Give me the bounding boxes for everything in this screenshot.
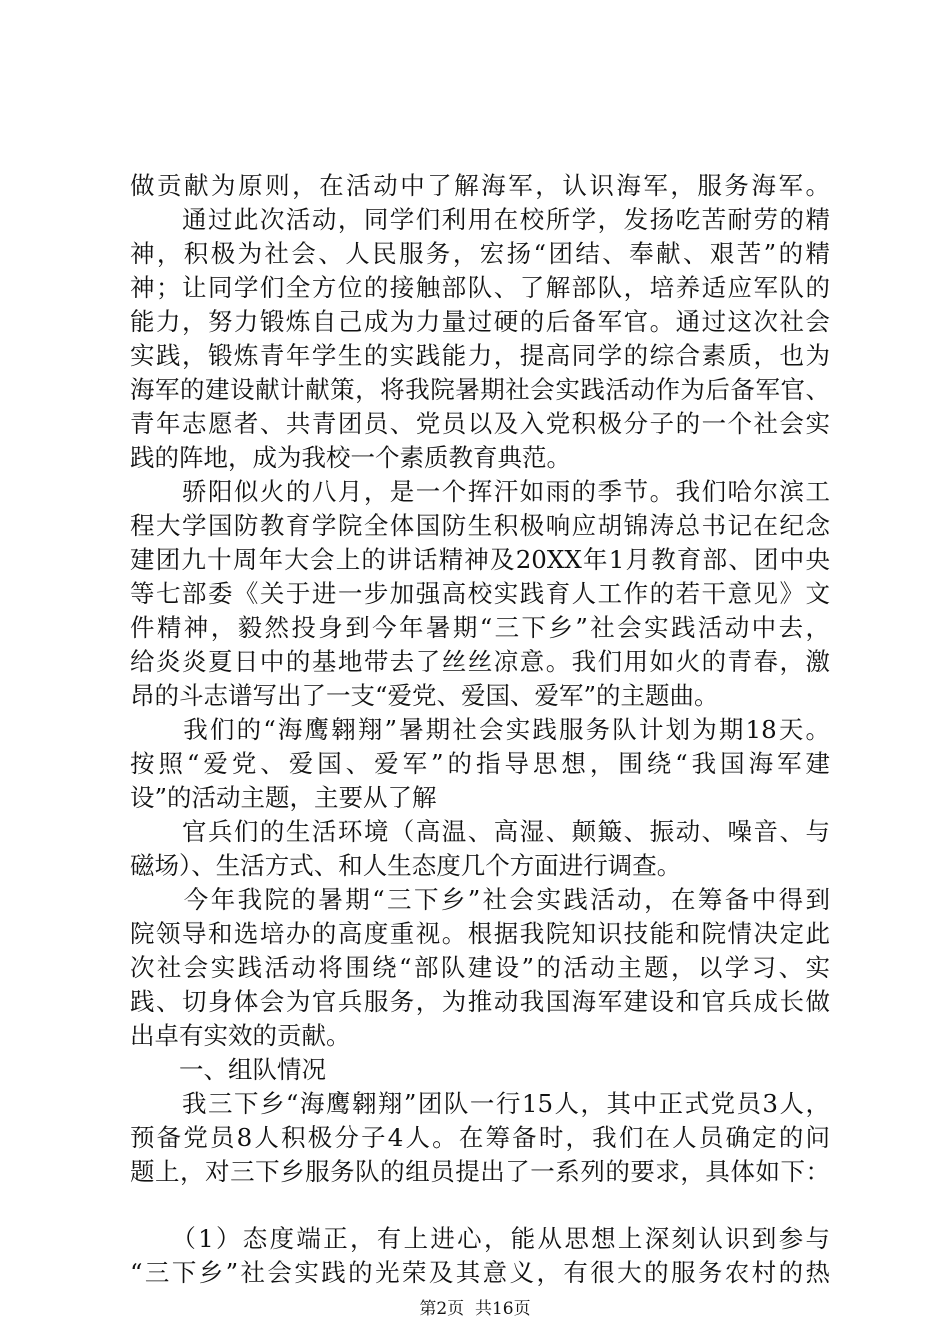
body-line: 神；让同学们全方位的接触部队、了解部队，培养适应军队的 bbox=[130, 273, 830, 302]
body-line: 做贡献为原则，在活动中了解海军，认识海军，服务海军。 bbox=[130, 171, 830, 200]
body-line: 昂的斗志谱写出了一支“爱党、爱国、爱军”的主题曲。 bbox=[130, 681, 719, 710]
body-line: 我们的“海鹰翱翔”暑期社会实践服务队计划为期18天。 bbox=[130, 715, 830, 744]
page-footer: 第2页 共16页 bbox=[419, 1299, 531, 1319]
body-line: 我三下乡“海鹰翱翔”团队一行15人，其中正式党员3人， bbox=[130, 1089, 830, 1118]
body-line: 题上，对三下乡服务队的组员提出了一系列的要求，具体如下： bbox=[130, 1157, 830, 1186]
body-line: 践的阵地，成为我校一个素质教育典范。 bbox=[130, 443, 571, 472]
body-line: 院领导和选培办的高度重视。根据我院知识技能和院情决定此 bbox=[130, 919, 830, 948]
body-line: 践、切身体会为官兵服务，为推动我国海军建设和官兵成长做 bbox=[130, 987, 830, 1016]
body-line: 预备党员8人积极分子4人。在筹备时，我们在人员确定的问 bbox=[130, 1123, 830, 1152]
body-line: 通过此次活动，同学们利用在校所学，发扬吃苦耐劳的精 bbox=[130, 205, 830, 234]
body-line: 神，积极为社会、人民服务，宏扬“团结、奉献、艰苦”的精 bbox=[130, 239, 830, 268]
body-line: 给炎炎夏日中的基地带去了丝丝凉意。我们用如火的青春，激 bbox=[130, 647, 830, 676]
body-line: 等七部委《关于进一步加强高校实践育人工作的若干意见》文 bbox=[130, 579, 830, 608]
body-line: 骄阳似火的八月，是一个挥汗如雨的季节。我们哈尔滨工 bbox=[130, 477, 830, 506]
body-line: 程大学国防教育学院全体国防生积极响应胡锦涛总书记在纪念 bbox=[130, 511, 830, 540]
body-line: 能力，努力锻炼自己成为力量过硬的后备军官。通过这次社会 bbox=[130, 307, 830, 336]
body-line: 出卓有实效的贡献。 bbox=[130, 1021, 351, 1050]
body-line: 今年我院的暑期“三下乡”社会实践活动，在筹备中得到 bbox=[130, 885, 830, 914]
body-line: 青年志愿者、共青团员、党员以及入党积极分子的一个社会实 bbox=[130, 409, 830, 438]
body-line: 按照“爱党、爱国、爱军”的指导思想，围绕“我国海军建 bbox=[130, 749, 830, 778]
body-line: 海军的建设献计献策，将我院暑期社会实践活动作为后备军官、 bbox=[130, 375, 830, 404]
body-line: 件精神，毅然投身到今年暑期“三下乡”社会实践活动中去， bbox=[130, 613, 830, 642]
body-line: 建团九十周年大会上的讲话精神及20XX年1月教育部、团中央 bbox=[130, 545, 830, 574]
body-line: 磁场）、生活方式、和人生态度几个方面进行调查。 bbox=[130, 851, 682, 880]
body-line: “三下乡”社会实践的光荣及其意义，有很大的服务农村的热 bbox=[130, 1258, 830, 1287]
body-line: 次社会实践活动将围绕“部队建设”的活动主题，以学习、实 bbox=[130, 953, 830, 982]
body-line: 实践，锻炼青年学生的实践能力，提高同学的综合素质，也为 bbox=[130, 341, 830, 370]
body-line: 设”的活动主题，主要从了解 bbox=[130, 783, 437, 812]
section-heading: 一、组队情况 bbox=[130, 1055, 326, 1084]
body-line: 官兵们的生活环境（高温、高湿、颠簸、振动、噪音、与 bbox=[130, 817, 830, 846]
body-line: （1）态度端正，有上进心，能从思想上深刻认识到参与 bbox=[130, 1224, 830, 1253]
